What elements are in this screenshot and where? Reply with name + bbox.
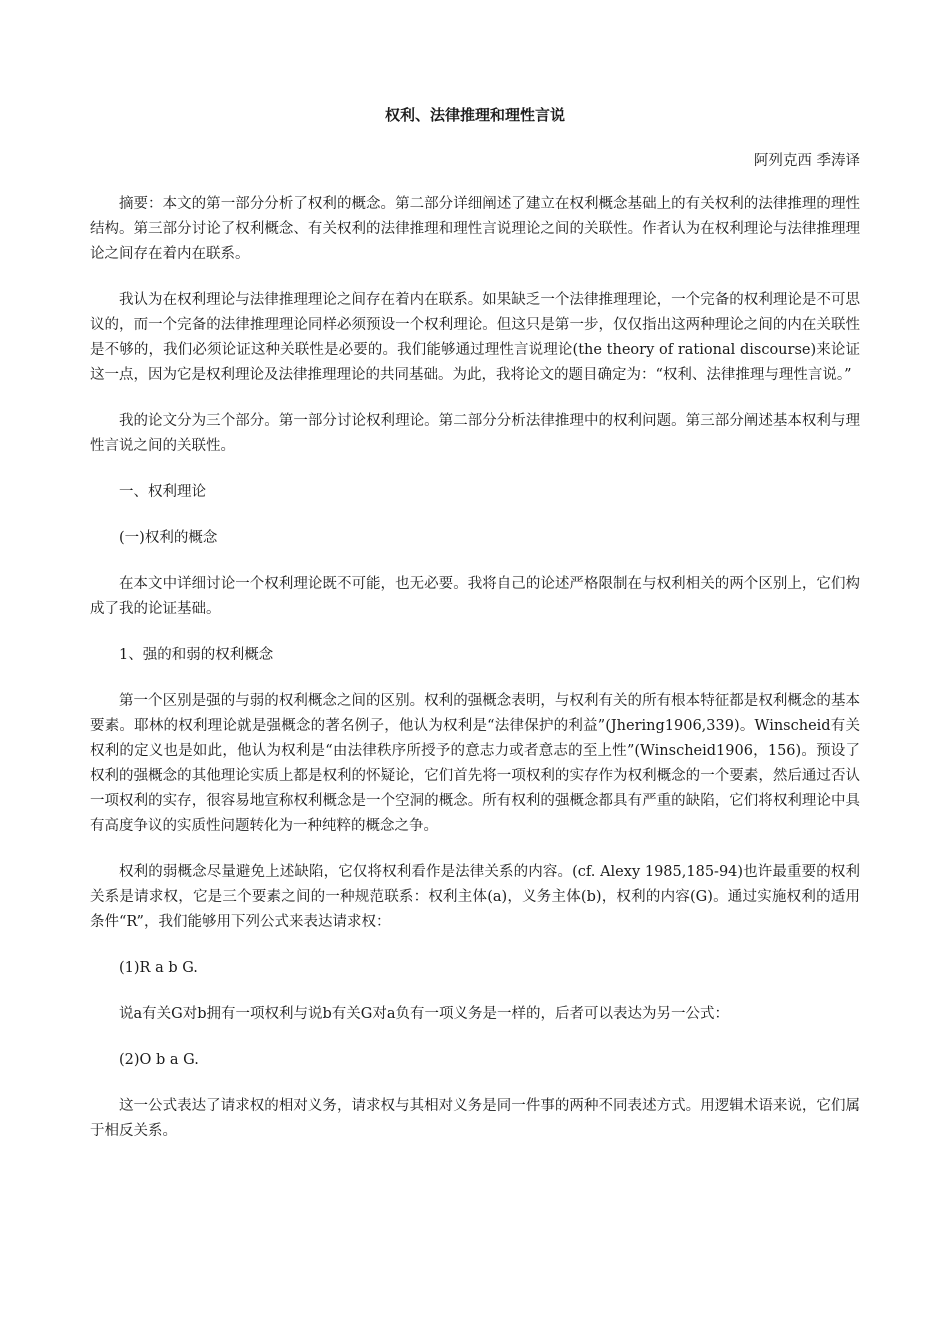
- document-title: 权利、法律推理和理性言说: [384, 106, 565, 124]
- body-paragraph: 说a有关G对b拥有一项权利与说b有关G对a负有一项义务是一样的，后者可以表达为另一公式：: [119, 1006, 730, 1022]
- body-paragraph: 我认为在权利理论与法律推理理论之间存在着内在联系。如果缺乏一个法律推理理论，一个完备的权利理论是不可思议的，而一个完备的法律推理理论同样必须预设一个权利理论。但这只是第一步，仅仅指出这两种理论之间的内在关联性是不够的，我们必须论证这种关联性是必要的。我们能够通过理性言说理论(the theory of rational discourse)来论证这一点，因为它是权利理论及法律推理理论的共同基础。为此，我将论文的题目确定为：“权利、法律推理与理性言说。”: [90, 292, 860, 383]
- body-paragraph: 权利的弱概念尽量避免上述缺陷，它仅将权利看作是法律关系的内容。(cf. Alexy 1985,185-94)也许最重要的权利关系是请求权，它是三个要素之间的一种规范联系：权利主体(a)，义务主体(b)，权利的内容(G)。通过实施权利的适用条件“R”，我们能够用下列公式来表达请求权：: [90, 864, 860, 930]
- formula-line: (2)O b a G.: [119, 1052, 199, 1068]
- body-paragraph: 第一个区别是强的与弱的权利概念之间的区别。权利的强概念表明，与权利有关的所有根本特征都是权利概念的基本要素。耶林的权利理论就是强概念的著名例子，他认为权利是“法律保护的利益”(Jhering1906,339)。Winscheid有关权利的定义也是如此，他认为权利是“由法律秩序所授予的意志力或者意志的至上性”(Winscheid1906，156)。预设了权利的强概念的其他理论实质上都是权利的怀疑论，它们首先将一项权利的实存作为权利概念的一个要素，然后通过否认一项权利的实存，很容易地宣称权利概念是一个空洞的概念。所有权利的强概念都具有严重的缺陷，它们将权利理论中具有高度争议的实质性问题转化为一种纯粹的概念之争。: [90, 693, 860, 834]
- body-paragraph: 我的论文分为三个部分。第一部分讨论权利理论。第二部分分析法律推理中的权利问题。第三部分阐述基本权利与理性言说之间的关联性。: [90, 413, 860, 454]
- section-heading: 一、权利理论: [119, 484, 206, 500]
- document-page: [90, 104, 860, 1165]
- abstract-paragraph: 摘要：本文的第一部分分析了权利的概念。第二部分详细阐述了建立在权利概念基础上的有关权利的法律推理的理性结构。第三部分讨论了权利概念、有关权利的法律推理和理性言说理论之间的关联性。作者认为在权利理论与法律推理理论之间存在着内在联系。: [90, 196, 860, 262]
- subsection-heading: (一)权利的概念: [119, 530, 218, 546]
- subsubsection-heading: 1、强的和弱的权利概念: [119, 647, 274, 663]
- author-line: 阿列克西 季涛译: [753, 153, 860, 169]
- formula-line: (1)R a b G.: [119, 960, 198, 976]
- body-paragraph: 在本文中详细讨论一个权利理论既不可能，也无必要。我将自己的论述严格限制在与权利相关的两个区别上，它们构成了我的论证基础。: [90, 576, 860, 617]
- body-paragraph: 这一公式表达了请求权的相对义务，请求权与其相对义务是同一件事的两种不同表述方式。用逻辑术语来说，它们属于相反关系。: [90, 1098, 860, 1139]
